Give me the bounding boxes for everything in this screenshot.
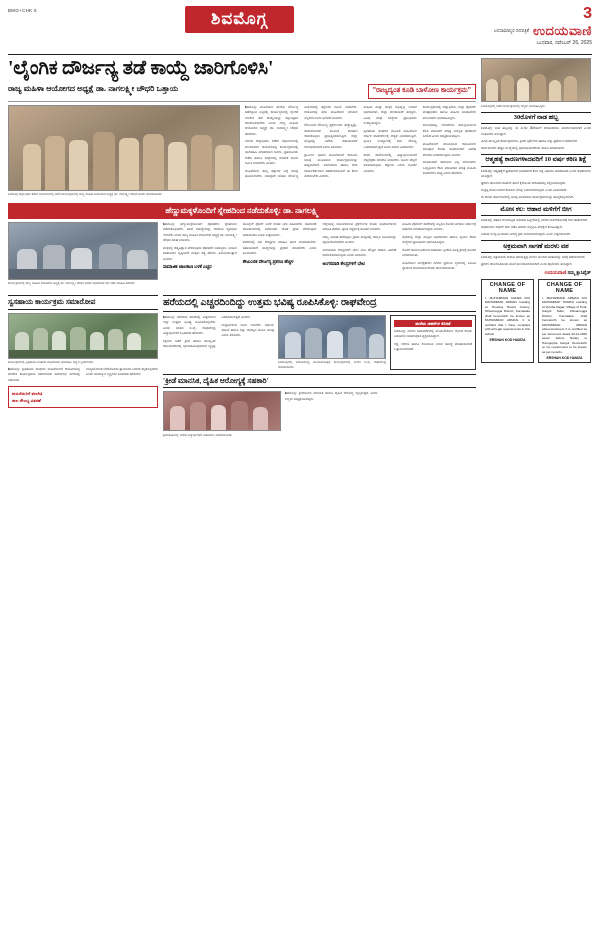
body-grid — [8, 58, 592, 438]
lead-para-6: ಸ್ವಸಹಾಯ ಸಂಘಗಳ ಮೂಲಕ ಮಹಿಳೆಯರ ಆರ್ಥಿಕ ಸಬಲೀಕರಣಕ್ಕೆ ಆದ್ಯತೆ ನೀಡಲಾಗುತ್ತಿದೆ. ಸ್ವಯಂ ಉದ್ಯೋಗಕ್ಕೆ ಸಾಲ ಸೌಲಭ್ಯ ಒದಗಿಸಲಾಗುತ್ತಿದೆ ಎಂದು ಅವರು ವಿವರಿಸಿದರು. — [363, 128, 417, 149]
rail-story-3-head: ಅಕ್ರಮವಾಗಿ ಸಾಗಣೆ ಮರಳು ವಶ — [481, 240, 591, 253]
right-rail — [481, 58, 591, 438]
brand-row — [442, 23, 592, 39]
bottom-left-item-1: ಸಾಲ ಸೌಲಭ್ಯ ವಿತರಣೆ — [12, 398, 41, 404]
banner-para-1: ಮಕ್ಕಳಲ್ಲಿ ಆತ್ಮವಿಶ್ವಾಸ ಬೆಳೆಸುವುದು ಪೋಷಕರ ಜವಾಬ್ದಾರಿ. ಭಯದ ವಾತಾವರಣ ಸೃಷ್ಟಿಸಿದರೆ ಮಕ್ಕಳು ಸತ್ಯ ಹೇಳಲು ಹಿಂಜರಿಯುತ್ತಾರೆ ಎಂದರು. — [163, 245, 237, 261]
banner-photo-caption: ಕಾರ್ಯಕ್ರಮದಲ್ಲಿ ರಾಜ್ಯ ಮಹಿಳಾ ಆಯೋಗದ ಅಧ್ಯಕ್ಷೆ ಡಾ. ನಾಗಲಕ್ಷ್ಮೀ ಚೌಧರಿ ಅವರು ಅಧಿಕಾರಿಗಳ ಸಭೆ ನಡೆಸಿ ಮಾಹಿತಿ ಪಡೆದರು. — [8, 281, 136, 286]
lead-para-0: ಶಿವಮೊಗ್ಗ: ಮಹಿಳೆಯರ ಮೇಲಿನ ದೌರ್ಜನ್ಯ ತಡೆಗಟ್ಟುವ ನಿಟ್ಟಿನಲ್ಲಿ ಕಾರ್ಯಸ್ಥಳದಲ್ಲಿ ಲೈಂಗಿಕ ಕಿರುಕುಳ ತಡೆ ಕಾಯ್ದೆಯನ್ನು ಕಟ್ಟುನಿಟ್ಟಾಗಿ ಜಾರಿಗೊಳಿಸಬೇಕು ಎಂದು ರಾಜ್ಯ ಮಹಿಳಾ ಆಯೋಗದ ಅಧ್ಯಕ್ಷೆ ಡಾ. ನಾಗಲಕ್ಷ್ಮೀ ಚೌಧರಿ ಹೇಳಿದರು. — [245, 104, 299, 136]
banner-story — [8, 222, 476, 288]
lead-photo-wrap — [8, 105, 240, 197]
banner-kicker-1: ಕೌಟುಂಬಿಕ ದೌರ್ಜನ್ಯ ಪ್ರಕರಣ ಹೆಚ್ಚಳ — [242, 258, 294, 264]
banner-para-9: ಕೊನೆಗೆ ಸಾರ್ವಜನಿಕರಿಂದ ಅಹವಾಲು ಸ್ವೀಕರಿಸಿ ಸೂಕ್ತ ಕ್ರಮಕ್ಕೆ ಸೂಚನೆ ನೀಡಲಾಯಿತು. — [402, 247, 476, 258]
classified-brand: ಉದಯವಾಣಿ — [544, 270, 567, 277]
bottom-center-top — [163, 315, 476, 370]
banner-para-8: ಸಭೆಯಲ್ಲಿ ಜಿಲ್ಲಾ ಮಟ್ಟದ ಅಧಿಕಾರಿಗಳು ಹಾಗೂ ಸ್ವಯಂ ಸೇವಾ ಸಂಸ್ಥೆಗಳ ಪ್ರತಿನಿಧಿಗಳು ಭಾಗವಹಿಸಿದ್ದರು. — [402, 234, 476, 245]
rail-ad-caption: ಶಿವಮೊಗ್ಗದಲ್ಲಿ ನಡೆದ ಕಾರ್ಯಕ್ರಮದಲ್ಲಿ ಗಣ್ಯರು ಭಾಗವಹಿಸಿದ್ದರು. — [481, 104, 546, 108]
rail-story-0-p0: ಶಿವಮೊಗ್ಗ: ನಾಡ ಹಬ್ಬವನ್ನು ಈ ತಿಂಗಳ 30ರೊಳಗೆ ಆಯೋಜಿಸಲು ತೀರ್ಮಾನಿಸಲಾಗಿದೆ ಎಂದು ಸಂಘಟಕರು ತಿಳಿಸಿದ್ದಾರೆ. — [481, 126, 591, 136]
classified-brand-row — [481, 270, 591, 276]
rail-story-1-p0: ಶಿವಮೊಗ್ಗ: ಆತ್ಮಹತ್ಯೆಗೆ ಪ್ರಚೋದನೆ ನೀಡಿದವರಿಗೆ ಕಠಿಣ ಶಿಕ್ಷೆ ವಿಧಿಸಲು ಅವಕಾಶವಿದೆ ಎಂದು ಅಧಿಕಾರಿಗಳು ತಿಳಿಸಿದ್ದಾರೆ. — [481, 168, 591, 178]
classified-boxes — [481, 279, 591, 362]
bc-para-1: ಶಿಕ್ಷಣದ ಜತೆಗೆ ಕ್ರೀಡೆ ಹಾಗೂ ಸಾಂಸ್ಕೃತಿಕ ಚಟುವಟಿಕೆಗಳಲ್ಲಿ ಭಾಗವಹಿಸುವುದರಿಂದ ವ್ಯಕ್ತಿತ್ವ ವಿಕಸನವಾಗುತ್ತದೆ ಎಂದರು. — [163, 314, 251, 349]
bottom-center-sub-text — [285, 391, 476, 437]
bottom-center-title: ಹರೆಯದಲ್ಲಿ ಎಚ್ಚರದಿಂದಿದ್ದು ಉತ್ತಮ ಭವಿಷ್ಯ ರೂಪಿಸಿಕೊಳ್ಳಿ: ರಾಘವೇಂದ್ರ — [163, 295, 476, 312]
section-title-wrap — [37, 6, 442, 33]
banner-photo-wrap — [8, 222, 158, 286]
lead-para-11: ಅಂತಿಮವಾಗಿ ಸಮಾಜದ ಎಲ್ಲ ವರ್ಗದವರು ಒಗ್ಗಟ್ಟಿನಿಂದ ಕೆಲಸ ಮಾಡಿದಾಗ ಮಾತ್ರ ಮಹಿಳಾ ಸಬಲೀಕರಣ ಸಾಧ್ಯ ಎಂದು ಹೇಳಿದರು. — [422, 160, 476, 175]
rail-story-1-p1: ಪ್ರಕರಣ ದಾಖಲಾದ ಕೂಡಲೇ ತನಿಖೆ ಕೈಗೊಂಡು ಆರೋಪಪಟ್ಟಿ ಸಲ್ಲಿಸಲಾಗುವುದು. — [481, 180, 567, 185]
banner-para-7: ಮಹಿಳಾ ಪೊಲೀಸ್ ಠಾಣೆಗಳಲ್ಲಿ ಸಿಬ್ಬಂದಿ ಕೊರತೆ ನೀಗಿಸಲು ಸರ್ಕಾರಕ್ಕೆ ಶಿಫಾರಸು ಮಾಡಲಾಗುವುದು ಎಂದರು. — [402, 221, 476, 232]
bottom-right-box-title: ಮನೆಯ ಚಹರೆಗಳ ಕೊರತೆ — [394, 320, 472, 327]
bottom-center-caption: ಶಿವಮೊಗ್ಗದಲ್ಲಿ ಆಯೋಜಿಸಿದ್ದ ಯುವಜನೋತ್ಸವ ಕಾರ್ಯಕ್ರಮದಲ್ಲಿ ಸಂಸದ ಬಿ.ವೈ. ರಾಘವೇಂದ್ರ ಮಾತನಾಡಿದರು. — [278, 360, 386, 370]
bottom-right-box — [390, 315, 476, 370]
bottom-center-sub — [163, 391, 476, 437]
lead-para-8: ಕಾರ್ಯಕ್ರಮದಲ್ಲಿ ಜಿಲ್ಲಾಧಿಕಾರಿ, ಜಿಲ್ಲಾ ಪೊಲೀಸ್ ವರಿಷ್ಠಾಧಿಕಾರಿ ಹಾಗೂ ಮಹಿಳಾ ಸಂಘಟನೆಗಳ ಮುಖಂಡರು ಭಾಗವಹಿಸಿದ್ದರು. — [422, 104, 476, 120]
main-column — [8, 58, 476, 438]
bottom-center-sub-photo — [163, 391, 281, 431]
lead-subhead-row — [8, 84, 476, 99]
bcs-para-0: ಶಿವಮೊಗ್ಗ: ಕ್ರೀಡೆಯಿಂದ ಮಾನಸಿಕ ಹಾಗೂ ದೈಹಿಕ ಆರೋಗ್ಯ ವೃದ್ಧಿಸುತ್ತದೆ ಎಂದು ಗಣ್ಯರು ಅಭಿಪ್ರಾಯಪಟ್ಟರು. — [285, 391, 378, 401]
classified-box-0[interactable] — [481, 279, 534, 362]
dateline: ಬುಧವಾರ, ನವೆಂಬರ್ 26, 2025 — [536, 40, 592, 46]
lead-para-1: ನಗರದ ಜಿಲ್ಲಾಧಿಕಾರಿ ಕಚೇರಿ ಸಭಾಂಗಣದಲ್ಲಿ ಮಂಗಳವಾರ ಆಯೋಜಿಸಿದ್ದ ಕಾರ್ಯಕ್ರಮದಲ್ಲಿ ಭಾಗವಹಿಸಿ ಮಾತನಾಡಿದ ಅವರು, ಪ್ರತಿಯೊಂದು ಕಚೇರಿ ಹಾಗೂ ಸಂಸ್ಥೆಗಳಲ್ಲಿ ಆಂತರಿಕ ದೂರು ಸಮಿತಿ ರಚಿಸಬೇಕು ಎಂದರು. — [245, 139, 299, 166]
classified-0-text: I, MUHAMMAD KAMZA D/O MAHAMMAD ARMAN residing at Housing Board Colony, Shivamogga District, Karnataka shall henceforth be known as MUHAMMAD ARMAN. It is certified that I have complied with all legal requirements in this behalf. — [485, 295, 530, 336]
lead-photo-caption: ಶಿವಮೊಗ್ಗ ಜಿಲ್ಲಾಧಿಕಾರಿ ಕಚೇರಿ ಸಭಾಂಗಣದಲ್ಲಿ ನಡೆದ ಕಾರ್ಯಕ್ರಮದಲ್ಲಿ ರಾಜ್ಯ ಮಹಿಳಾ ಆಯೋಗದ ಅಧ್ಯಕ್ಷೆ ಡಾ. ನಾಗಲಕ್ಷ್ಮೀ ಚೌಧರಿ ಅವರು ಮಾತನಾಡಿದರು. — [8, 192, 163, 197]
lead-para-5: ಮಹಿಳಾ ಮತ್ತು ಮಕ್ಕಳ ಅಭಿವೃದ್ಧಿ ಇಲಾಖೆ ಅಧಿಕಾರಿಗಳು, ಜಿಲ್ಲಾ ಪಂಚಾಯತ್ ಸದಸ್ಯರು, ವಿವಿಧ ಸಂಘ ಸಂಸ್ಥೆಗಳ ಪ್ರತಿನಿಧಿಗಳು ಉಪಸ್ಥಿತರಿದ್ದರು. — [363, 104, 417, 126]
banner-para-4: ಜಿಲ್ಲೆಯಲ್ಲಿ ದಾಖಲಾಗಿರುವ ಪ್ರಕರಣಗಳ ಕುರಿತು ಅಧಿಕಾರಿಗಳಿಂದ ಮಾಹಿತಿ ಪಡೆದು, ತ್ವರಿತ ಇತ್ಯರ್ಥಕ್ಕೆ ಸೂಚನೆ ನೀಡಿದರು. — [322, 221, 397, 232]
masthead — [8, 6, 592, 52]
lead-photo — [8, 105, 240, 191]
bottom-center-text — [163, 315, 274, 350]
classified-1-title: CHANGE OF NAME — [546, 282, 583, 295]
rail-story-1-p3: ಈ ಕುರಿತು ಸಾರ್ವಜನಿಕರಲ್ಲಿ ಅರಿವು ಮೂಡಿಸುವ ಕಾರ್ಯಕ್ರಮಗಳನ್ನು ಹಮ್ಮಿಕೊಳ್ಳಲಾಗಿದೆ. — [481, 195, 574, 200]
bottom-left-caption: ಕಾರ್ಯಕ್ರಮದಲ್ಲಿ ಸ್ವಸಹಾಯ ಸಂಘಗಳ ಮಹಿಳೆಯರು ಭಾಗವಹಿಸಿ ಸನ್ಮಾನ ಸ್ವೀಕರಿಸಿದರು. — [8, 360, 95, 365]
edition-slug: BMG+CHK 5 — [8, 8, 37, 13]
bottom-left-story — [8, 291, 158, 437]
lead-para-4: ಗ್ರಾಮೀಣ ಭಾಗದ ಮಹಿಳೆಯರಿಗೆ ಕಾನೂನು ಅರಿವು ಮೂಡಿಸುವ ಕಾರ್ಯಕ್ರಮಗಳನ್ನು ಹೆಚ್ಚಿಸಬೇಕಿದೆ. ಅಂಗನವಾಡಿ ಹಾಗೂ ಆಶಾ ಕಾರ್ಯಕರ್ತೆಯರ ಸಹಕಾರದೊಂದಿಗೆ ಈ ಕೆಲಸ ನಡೆಯಬೇಕು ಎಂದರು. — [304, 152, 358, 179]
classified-1-text: I, MAHAMMAD ARMAN S/O MAHAMMAD HANIFA residing at Vinoba Nagar, Village of Podi, Gargol Taluk, Shivamogga District, Karnataka shall henceforth be known as MAHAMMAD ARMAN aforementioned. It is certified as per document dated 20-11-2020 sworn before Notary in Harugoppa, Gargol. Henceforth at my requirement to be known as per records. — [542, 295, 587, 354]
banner-para-2: ಮೊಬೈಲ್ ಫೋನ್ ಬಳಕೆ ಕುರಿತು ನಿಗಾ ವಹಿಸಬೇಕು. ಸಾಮಾಜಿಕ ಜಾಲತಾಣಗಳಲ್ಲಿ ಅಪರಿಚಿತರ ಜೊತೆ ಸ್ನೇಹ ಬೆಳೆಸುವುದು ಅಪಾಯಕಾರಿ ಎಂದು ಎಚ್ಚರಿಸಿದರು. — [242, 221, 317, 237]
classified-box-1[interactable] — [538, 279, 591, 362]
lead-para-9: ಸಂಬಂಧಪಟ್ಟ ಇಲಾಖೆಗಳು ಸಮನ್ವಯದಿಂದ ಕೆಲಸ ಮಾಡಿದರೆ ಮಾತ್ರ ನಿರೀಕ್ಷಿತ ಫಲಿತಾಂಶ ಸಿಗಲಿದೆ ಎಂದು ಅಭಿಪ್ರಾಯಪಟ್ಟರು. — [422, 123, 476, 139]
lead-para-2: ಮಹಿಳೆಯರು ತಮ್ಮ ಹಕ್ಕುಗಳ ಬಗ್ಗೆ ಅರಿವು ಹೊಂದಿರಬೇಕು. ಯಾವುದೇ ರೀತಿಯ ದೌರ್ಜನ್ಯ ಎದುರಾದಲ್ಲಿ ತಕ್ಷಣವೇ ದೂರು ನೀಡಬೇಕು. ಆಯೋಗವು ಸದಾ ಮಹಿಳೆಯರ ಪರವಾಗಿ ನಿಲ್ಲಲಿದೆ ಎಂದು ಭರವಸೆ ನೀಡಿದರು. — [245, 104, 358, 179]
rail-story-2-p1: ಅಧಿಕಾರಿಗಳು ದಿಢೀರ್ ದಾಳಿ ನಡೆಸಿ ಮಾದರಿ ಸಂಗ್ರಹಿಸಿ ಪರೀಕ್ಷೆಗೆ ಕಳುಹಿಸಿದ್ದಾರೆ. — [481, 225, 563, 230]
bottom-center-photo — [278, 315, 386, 359]
rail-story-0-p2: ಸಾರ್ವಜನಿಕರು ಹೆಚ್ಚಿನ ಸಂಖ್ಯೆಯಲ್ಲಿ ಭಾಗವಹಿಸಬೇಕೆಂದು ಮನವಿ ಮಾಡಲಾಗಿದೆ. — [481, 145, 565, 150]
classified-0-title: CHANGE OF NAME — [489, 282, 526, 295]
banner-para-6: ಅಂಗನವಾಡಿ ಕೇಂದ್ರಗಳಿಗೆ ಭೇಟಿ ನೀಡಿ ಪೌಷ್ಟಿಕ ಆಹಾರ ವಿತರಣೆ ಪರಿಶೀಲಿಸಲಾಗುವುದು ಎಂದು ತಿಳಿಸಿದರು. — [322, 247, 397, 258]
banner-kicker-2: ಅಂಗನವಾಡಿ ಕೇಂದ್ರಗಳಿಗೆ ಭೇಟಿ — [322, 261, 365, 266]
bottom-left-items — [8, 386, 158, 408]
brand-title: ಉದಯವಾಣಿ — [533, 23, 592, 38]
bc-para-2: ದುಶ್ಚಟಗಳಿಂದ ದೂರ ಇರಬೇಕು. ಸಮಯ ಪಾಲನೆ ಹಾಗೂ ಶಿಸ್ತು ಯಶಸ್ಸಿನ ಮೂಲ ಮಂತ್ರ ಎಂದು ತಿಳಿಸಿದರು. — [221, 322, 274, 338]
lead-para-10: ಮಹಿಳೆಯರಿಗೆ ಸಂಬಂಧಿಸಿದ ಕಾನೂನುಗಳ ಅನುಷ್ಠಾನ ಕುರಿತು ಅಧಿಕಾರಿಗಳಿಗೆ ವಿಶೇಷ ತರಬೇತಿ ನೀಡಲಾಗುವುದು ಎಂದರು. — [422, 141, 476, 157]
rail-story-2-p2: ನಿಯಮ ಉಲ್ಲಂಘಿಸಿದವರ ವಿರುದ್ಧ ಕ್ರಮ ಜರುಗಿಸಲಾಗುವುದು ಎಂದು ಎಚ್ಚರಿಸಲಾಗಿದೆ. — [481, 232, 571, 237]
rail-ad-photo — [481, 58, 591, 102]
section-title: ಶಿವಮೊಗ್ಗ — [185, 6, 294, 33]
brand-subtitle: ಜನಸಾಮಾನ್ಯರ ದಿನಪತ್ರಿಕೆ — [493, 28, 529, 34]
banner-para-5: ಬಾಲ್ಯ ವಿವಾಹ ತಡೆಗಟ್ಟಲು ಗ್ರಾಮ ಮಟ್ಟದಲ್ಲಿ ಜಾಗೃತಿ ಸಮಿತಿಗಳನ್ನು ಸಕ್ರಿಯಗೊಳಿಸಬೇಕು ಎಂದರು. — [322, 234, 397, 245]
brb-para-0: ಶಿವಮೊಗ್ಗ: ನಗರದ ಬಡಾವಣೆಗಳಲ್ಲಿ ಮೂಲಸೌಕರ್ಯ ಕೊರತೆ ಕುರಿತು ನಿವಾಸಿಗಳು ಅಸಮಾಧಾನ ವ್ಯಕ್ತಪಡಿಸಿದ್ದಾರೆ. — [394, 328, 472, 339]
bottom-left-title: ಸ್ವಸಹಾಯ ಕಾರ್ಯಕ್ರಮ ಸಮಾರೋಪ — [8, 295, 158, 310]
banner-photo — [8, 222, 158, 280]
rail-story-0-p1: ವಿವಿಧ ಸಾಂಸ್ಕೃತಿಕ ಕಾರ್ಯಕ್ರಮಗಳು, ಕ್ರೀಡಾ ಸ್ಪರ್ಧೆಗಳು ಹಾಗೂ ವಸ್ತು ಪ್ರದರ್ಶನ ನಡೆಯಲಿದೆ. — [481, 138, 578, 143]
banner-para-0: ಶಿವಮೊಗ್ಗ: ಹೆಣ್ಣುಮಕ್ಕಳೊಂದಿಗೆ ಪೋಷಕರು ಸ್ನೇಹದಿಂದ ನಡೆದುಕೊಳ್ಳಬೇಕು. ಅವರ ಸಮಸ್ಯೆಗಳನ್ನು ಆಲಿಸುವ ವ್ಯವಧಾನ ಇರಬೇಕು ಎಂದು ರಾಜ್ಯ ಮಹಿಳಾ ಆಯೋಗದ ಅಧ್ಯಕ್ಷೆ ಡಾ. ನಾಗಲಕ್ಷ್ಮೀ ಚೌಧರಿ ಸಲಹೆ ನೀಡಿದರು. — [163, 221, 237, 243]
bl-para-0: ಶಿವಮೊಗ್ಗ: ಸ್ವಸಹಾಯ ಸಂಘಗಳ ಮಹಿಳೆಯರಿಗೆ ಆಯೋಜಿಸಿದ್ದ ತರಬೇತಿ ಕಾರ್ಯಕ್ರಮದ ಸಮಾರೋಪ ಸಮಾರಂಭ ನಗರದಲ್ಲಿ ನಡೆಯಿತು. — [8, 366, 80, 382]
rail-story-3-p1: ಪ್ರಕರಣ ದಾಖಲಿಸಿಕೊಂಡು ತನಿಖೆ ಮುಂದುವರಿಸಲಾಗಿದೆ ಎಂದು ಪೊಲೀಸರು ತಿಳಿಸಿದ್ದಾರೆ. — [481, 262, 573, 267]
bc-para-0: ಶಿವಮೊಗ್ಗ: ಹರೆಯದ ಹಂತದಲ್ಲಿ ಎಚ್ಚರದಿಂದ ಇದ್ದು ಉತ್ತಮ ಭವಿಷ್ಯ ರೂಪಿಸಿಕೊಳ್ಳಬೇಕು ಎಂದು ಸಂಸದ ಬಿ.ವೈ. ರಾಘವೇಂದ್ರ ವಿದ್ಯಾರ್ಥಿಗಳಿಗೆ ಕಿವಿಮಾತು ಹೇಳಿದರು. — [163, 314, 216, 336]
lead-para-7: ಶಾಲಾ ಕಾಲೇಜುಗಳಲ್ಲಿ ವಿದ್ಯಾರ್ಥಿನಿಯರಿಗೆ ಆತ್ಮರಕ್ಷಣಾ ತರಬೇತಿ ನೀಡಬೇಕು. ದೂರು ಪೆಟ್ಟಿಗೆ ಅಳವಡಿಸುವುದು ಕಡ್ಡಾಯ ಎಂದು ಸೂಚನೆ ನೀಡಿದರು. — [363, 152, 417, 173]
rail-story-2-head: ಮೋಸ ಕಲ: ಆಹಾರ ಮಳಿಗೆಗೆ ಬೀಗ — [481, 203, 591, 216]
masthead-right — [442, 6, 592, 46]
lead-subhead: ರಾಜ್ಯ ಮಹಿಳಾ ಆಯೋಗದ ಅಧ್ಯಕ್ಷೆ ಡಾ. ನಾಗಲಕ್ಷ್ಮೀ ಚೌಧರಿ ಒತ್ತಾಯ — [8, 84, 179, 94]
lead-story — [8, 105, 476, 199]
classified-tag: ನಮ್ಮ ಕ್ಲಾಸಿಫೈಡ್ — [567, 270, 591, 276]
page-number: 3 — [583, 5, 592, 22]
masthead-divider — [8, 54, 592, 55]
brb-para-1: ರಸ್ತೆ, ಚರಂಡಿ ಹಾಗೂ ಕುಡಿಯುವ ನೀರಿನ ಸಮಸ್ಯೆ ಪರಿಹರಿಸುವಂತೆ ಒತ್ತಾಯಿಸಲಾಗಿದೆ. — [394, 342, 472, 352]
lead-headline-block — [8, 58, 476, 99]
classified-0-name: ERSHAN KOD HAMZA — [489, 337, 526, 342]
rail-story-1-head: ಆತ್ಮಹತ್ಯೆ ಕಾರಣಗಳಾದವರಿಗೆ 10 ವರ್ಷ ಕಠಿಣ ಶಿಕ್ಷೆ — [481, 154, 591, 167]
page-headline: 'ಲೈಂಗಿಕ ದೌರ್ಜನ್ಯ ತಡೆ ಕಾಯ್ದೆ ಜಾರಿಗೊಳಿಸಿ' — [8, 58, 274, 79]
banner-headline: ಹೆಣ್ಣುಮಕ್ಕಳೊಂದಿಗೆ ಸ್ನೇಹದಿಂದ ನಡೆದುಕೊಳ್ಳಿ: ಡಾ. ನಾಗಲಕ್ಷ್ಮಿ — [8, 203, 476, 219]
rail-story-2-p0: ಶಿವಮೊಗ್ಗ: ಆಹಾರ ಗುಣಮಟ್ಟದ ಲೋಪದ ಹಿನ್ನೆಲೆಯಲ್ಲಿ ನಗರದ ಮಳಿಗೆಯೊಂದಕ್ಕೆ ಬೀಗ ಹಾಕಲಾಗಿದೆ. — [481, 218, 588, 223]
bottom-left-text — [8, 367, 158, 383]
banner-story-text — [163, 222, 476, 272]
rail-story-0-head: 30ರೊಳಗೆ ನಾಡ ಹಬ್ಬ — [481, 112, 591, 125]
bottom-section — [8, 291, 476, 437]
banner-para-10: ಮಹಿಳೆಯರ ಸುರಕ್ಷತೆಗಾಗಿ ನಗರದ ಪ್ರಮುಖ ಸ್ಥಳಗಳಲ್ಲಿ ಸಿಸಿಟಿವಿ ಕ್ಯಾಮೆರಾ ಅಳವಡಿಸುವ ಕುರಿತು ಚರ್ಚಿಸಲಾಯಿತು. — [402, 261, 476, 271]
banner-kicker-0: ಸಾಮಾಜಿಕ ಜಾಲತಾಣ ಬಳಕೆ ಎಚ್ಚರ — [163, 264, 212, 270]
lead-subhead-badge: "ರಾಜ್ಯದ್ಯಂತ ಕೂಡಿ ಬಾಳೋಣ ಕಾರ್ಯಕ್ರಮ" — [368, 84, 476, 99]
bl-para-1: ಉದ್ಯಮಶೀಲತೆ ಬೆಳೆಸಿಕೊಂಡು ಸ್ವಾವಲಂಬಿ ಬದುಕು ಕಟ್ಟಿಕೊಳ್ಳಬೇಕು ಎಂದು ಸಂಪನ್ಮೂಲ ವ್ಯಕ್ತಿಗಳು ಕಿವಿಮಾತು ಹೇಳಿದರು. — [86, 366, 158, 377]
bottom-left-item-0: ಮಹಿಳೆಯರಿಗೆ ತರಬೇತಿ — [12, 391, 43, 397]
bottom-center-subbanner: 'ಕ್ರೀಡೆ ಮಾನಸಿಕ, ದೈಹಿಕ ಆರೋಗ್ಯಕ್ಕೆ ಸಹಕಾರಿ' — [163, 374, 476, 389]
lead-para-3: ಕೌಟುಂಬಿಕ ದೌರ್ಜನ್ಯ ಪ್ರಕರಣಗಳು ಹೆಚ್ಚುತ್ತಿದ್ದು, ಸಮಾಲೋಚನೆ ಮೂಲಕ ಪರಿಹಾರ ಕಂಡುಕೊಳ್ಳಲು ಪ್ರಯತ್ನಿಸಲಾಗುತ್ತಿದೆ. ಜಿಲ್ಲಾ ಮಟ್ಟದಲ್ಲಿ ವಿಶೇಷ ಸಹಾಯವಾಣಿ ಆರಂಭಿಸಲಾಗಿದೆ ಎಂದು ತಿಳಿಸಿದರು. — [304, 123, 358, 149]
bottom-center-story — [163, 291, 476, 437]
bottom-center-photo-wrap — [278, 315, 386, 370]
lead-story-text — [245, 105, 476, 180]
rail-story-1-p2: ಸಂತ್ರಸ್ತ ಕುಟುಂಬಗಳಿಗೆ ಕಾನೂನು ನೆರವು ಒದಗಿಸಲಾಗುವುದು ಎಂದು ತಿಳಿಸಲಾಗಿದೆ. — [481, 188, 568, 192]
bottom-center-sub-caption: ಕ್ರೀಡಾಕೂಟದಲ್ಲಿ ವಿಜೇತ ವಿದ್ಯಾರ್ಥಿಗಳಿಗೆ ಬಹುಮಾನ ವಿತರಿಸಲಾಯಿತು. — [163, 432, 233, 437]
bottom-left-photo — [8, 313, 158, 359]
banner-para-3: ಶಾಲೆಗಳಲ್ಲಿ ಸಖಿ ಕೇಂದ್ರಗಳ ಮಾಹಿತಿ ಫಲಕ ಅಳವಡಿಸಬೇಕು. ಸಹಾಯವಾಣಿ ಸಂಖ್ಯೆಗಳನ್ನು ಪ್ರಚಾರ ಮಾಡಬೇಕು ಎಂದು ಸೂಚಿಸಿದರು. — [242, 240, 317, 256]
headline-divider — [8, 101, 476, 102]
rail-story-3-p0: ಶಿವಮೊಗ್ಗ: ಅಕ್ರಮವಾಗಿ ಸಾಗಾಟ ಮಾಡುತ್ತಿದ್ದ ಮರಳು ತುಂಬಿದ ವಾಹನವನ್ನು ವಶಕ್ಕೆ ಪಡೆಯಲಾಗಿದೆ. — [481, 255, 586, 260]
classified-1-name: ERSHAN KOD HAMZA — [546, 355, 583, 360]
